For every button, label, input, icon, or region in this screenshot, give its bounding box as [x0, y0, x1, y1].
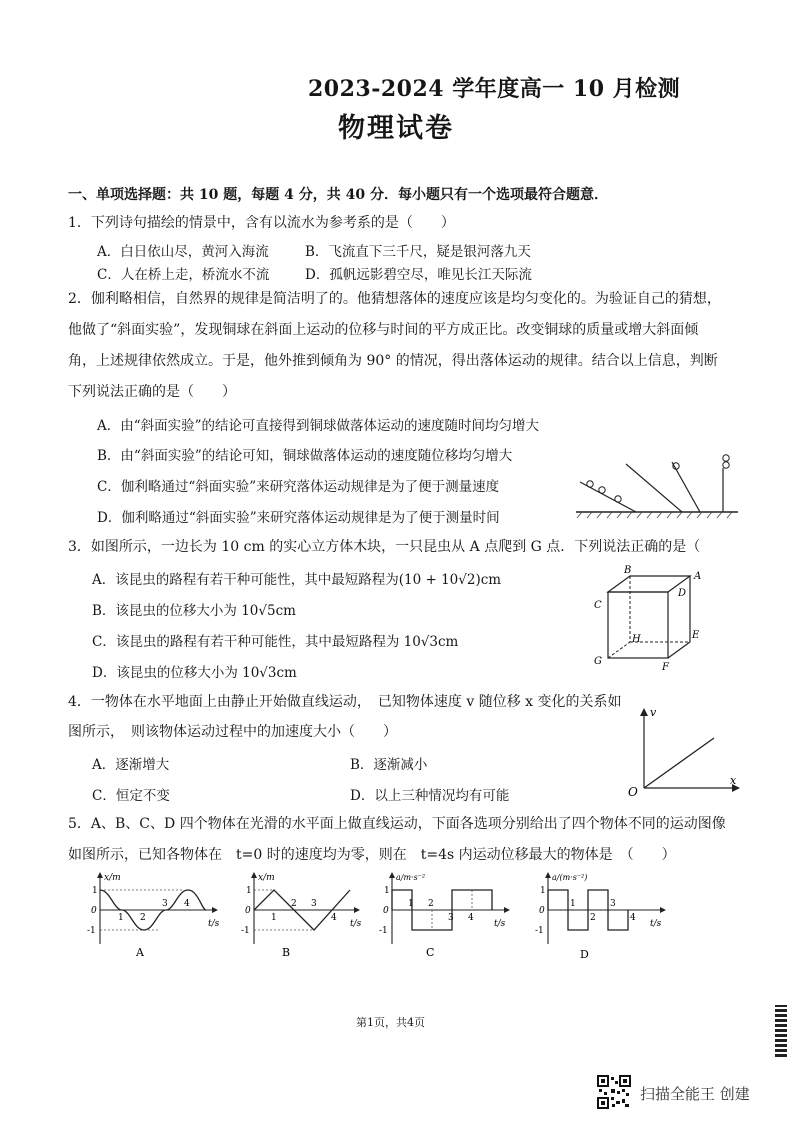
origin-label: O	[628, 785, 638, 799]
scanner-watermark: 扫描全能王 创建	[640, 1085, 750, 1103]
question-3-option-b: B．该昆虫的位移大小为 10√5cm	[92, 603, 296, 619]
question-1-option-d: D．孤帆远影碧空尽，唯见长江天际流	[305, 267, 532, 283]
velocity-displacement-graph	[624, 704, 742, 802]
graph-c-tick-1: 1	[408, 899, 414, 909]
question-3-option-d: D．该昆虫的位移大小为 10√3cm	[92, 665, 297, 681]
scan-edge-artifact	[775, 1005, 787, 1057]
question-4-line-1: 4．一物体在水平地面上由静止开始做直线运动， 已知物体速度 v 随位移 x 变化的关系如	[68, 694, 622, 710]
graph-d-xlabel: t/s	[650, 919, 662, 929]
graph-d-ytick-0: 0	[539, 906, 545, 916]
question-2-option-c: C．伽利略通过“斜面实验”来研究落体运动规律是为了便于测量速度	[97, 479, 500, 495]
question-2-line-1: 2．伽利略相信，自然界的规律是简洁明了的。他猜想落体的速度应该是均匀变化的。为验证自己的猜想，	[68, 291, 721, 307]
cube-vertex-e: E	[692, 630, 700, 641]
graph-b-xlabel: t/s	[350, 919, 362, 929]
graph-b-tick-4: 4	[331, 913, 337, 923]
graph-b-ytick-m1: -1	[241, 926, 250, 936]
graph-b-ylabel: x/m	[258, 873, 275, 883]
graph-a-xlabel: t/s	[208, 919, 220, 929]
question-5-line-1: 5．A、B、C、D 四个物体在光滑的水平面上做直线运动，下面各选项分别给出了四个物体不同的运动图像	[68, 816, 726, 832]
graph-c-ylabel: a/m·s⁻²	[396, 873, 426, 882]
question-2-line-3: 角，上述规律依然成立。于是，他外推到倾角为 90° 的情况，得出落体运动的规律。结合以上信息，判断	[68, 353, 718, 369]
graph-b-ytick-0: 0	[245, 906, 251, 916]
question-2-line-4: 下列说法正确的是（ ）	[68, 384, 236, 400]
incline-experiment-figure	[572, 452, 742, 528]
graph-c-ytick-m1: -1	[379, 926, 388, 936]
graph-a-ytick-1: 1	[92, 886, 98, 896]
graph-c-label: C	[426, 946, 435, 959]
section-heading: 一、单项选择题：共 10 题，每题 4 分，共 40 分．每小题只有一个选项最符合题意．	[68, 187, 608, 203]
graph-d-tick-4: 4	[630, 913, 636, 923]
graph-d-tick-3: 3	[610, 899, 616, 909]
graph-a-ylabel: x/m	[104, 873, 121, 883]
question-3-option-c: C．该昆虫的路程有若干种可能性，其中最短路程为 10√3cm	[92, 634, 459, 650]
question-1-option-c: C．人在桥上走，桥流水不流	[97, 267, 270, 283]
v-axis-label: v	[650, 706, 657, 719]
question-4-option-a: A．逐渐增大	[92, 757, 170, 773]
graph-d-label: D	[580, 948, 589, 960]
graph-d-ytick-m1: -1	[535, 926, 544, 936]
question-1-option-b: B．飞流直下三千尺，疑是银河落九天	[305, 244, 531, 260]
exam-subtitle: 物理试卷	[338, 113, 454, 144]
cube-vertex-h: H	[632, 634, 641, 645]
x-axis-label: x	[730, 774, 737, 787]
question-2-option-a: A．由“斜面实验”的结论可直接得到铜球做落体运动的速度随时间均匀增大	[97, 418, 540, 434]
graph-b	[240, 870, 370, 960]
graph-a	[86, 870, 226, 960]
graph-b-ytick-1: 1	[246, 886, 252, 896]
question-3-stem: 3．如图所示，一边长为 10 cm 的实心立方体木块，一只昆虫从 A 点爬到 G 点．下列说法正确的是（	[68, 539, 701, 555]
graph-c-xlabel: t/s	[494, 919, 506, 929]
cube-vertex-g: G	[594, 656, 602, 667]
graph-c-tick-3: 3	[448, 913, 454, 923]
graph-a-ytick-m1: -1	[87, 926, 96, 936]
qr-code-icon	[597, 1075, 631, 1109]
cube-vertex-a: A	[694, 571, 702, 582]
question-2-option-d: D．伽利略通过“斜面实验”来研究落体运动规律是为了便于测量时间	[97, 510, 500, 526]
graph-b-tick-3: 3	[311, 899, 317, 909]
graph-a-tick-4: 4	[184, 899, 190, 909]
cube-vertex-b: B	[624, 565, 632, 576]
exam-title: 2023-2024 学年度高一 10 月检测	[308, 76, 681, 102]
cube-figure	[586, 562, 706, 674]
question-4-option-c: C．恒定不变	[92, 788, 170, 804]
cube-vertex-d: D	[678, 588, 687, 599]
page-number: 第1页，共4页	[356, 1016, 425, 1029]
graph-a-tick-1: 1	[118, 913, 124, 923]
question-4-line-2: 图所示， 则该物体运动过程中的加速度大小（ ）	[68, 724, 397, 740]
graph-d-tick-1: 1	[570, 899, 576, 909]
graph-c	[378, 870, 518, 960]
graph-d-ylabel: a/(m·s⁻²)	[552, 873, 588, 882]
question-4-option-d: D．以上三种情况均有可能	[350, 788, 510, 804]
question-3-option-a: A．该昆虫的路程有若干种可能性，其中最短路程为(10 + 10√2)cm	[92, 572, 502, 588]
graph-d-tick-2: 2	[590, 913, 596, 923]
question-5-line-2: 如图所示，已知各物体在 t=0 时的速度均为零，则在 t=4s 内运动位移最大的物体是 （ ）	[68, 847, 676, 863]
graph-d	[534, 870, 674, 960]
graph-c-ytick-0: 0	[383, 906, 389, 916]
graph-a-tick-2: 2	[140, 913, 146, 923]
graph-d-ytick-1: 1	[540, 886, 546, 896]
question-2-option-b: B．由“斜面实验”的结论可知，铜球做落体运动的速度随位移均匀增大	[97, 448, 513, 464]
question-1-option-a: A．白日依山尽，黄河入海流	[97, 244, 269, 260]
graph-c-tick-4: 4	[468, 913, 474, 923]
question-4-option-b: B．逐渐减小	[350, 757, 428, 773]
graph-b-tick-2: 2	[291, 899, 297, 909]
graph-c-tick-2: 2	[428, 899, 434, 909]
question-1-stem: 1．下列诗句描绘的情景中，含有以流水为参考系的是（ ）	[68, 215, 455, 231]
cube-vertex-f: F	[662, 662, 669, 673]
graph-b-tick-1: 1	[271, 913, 277, 923]
graph-a-label: A	[136, 946, 144, 959]
graph-a-tick-3: 3	[162, 899, 168, 909]
cube-vertex-c: C	[594, 600, 602, 611]
graph-c-ytick-1: 1	[384, 886, 390, 896]
graph-b-label: B	[282, 946, 291, 959]
question-2-line-2: 他做了“斜面实验”，发现铜球在斜面上运动的位移与时间的平方成正比。改变铜球的质量或增大斜面倾	[68, 322, 699, 338]
graph-a-ytick-0: 0	[91, 906, 97, 916]
